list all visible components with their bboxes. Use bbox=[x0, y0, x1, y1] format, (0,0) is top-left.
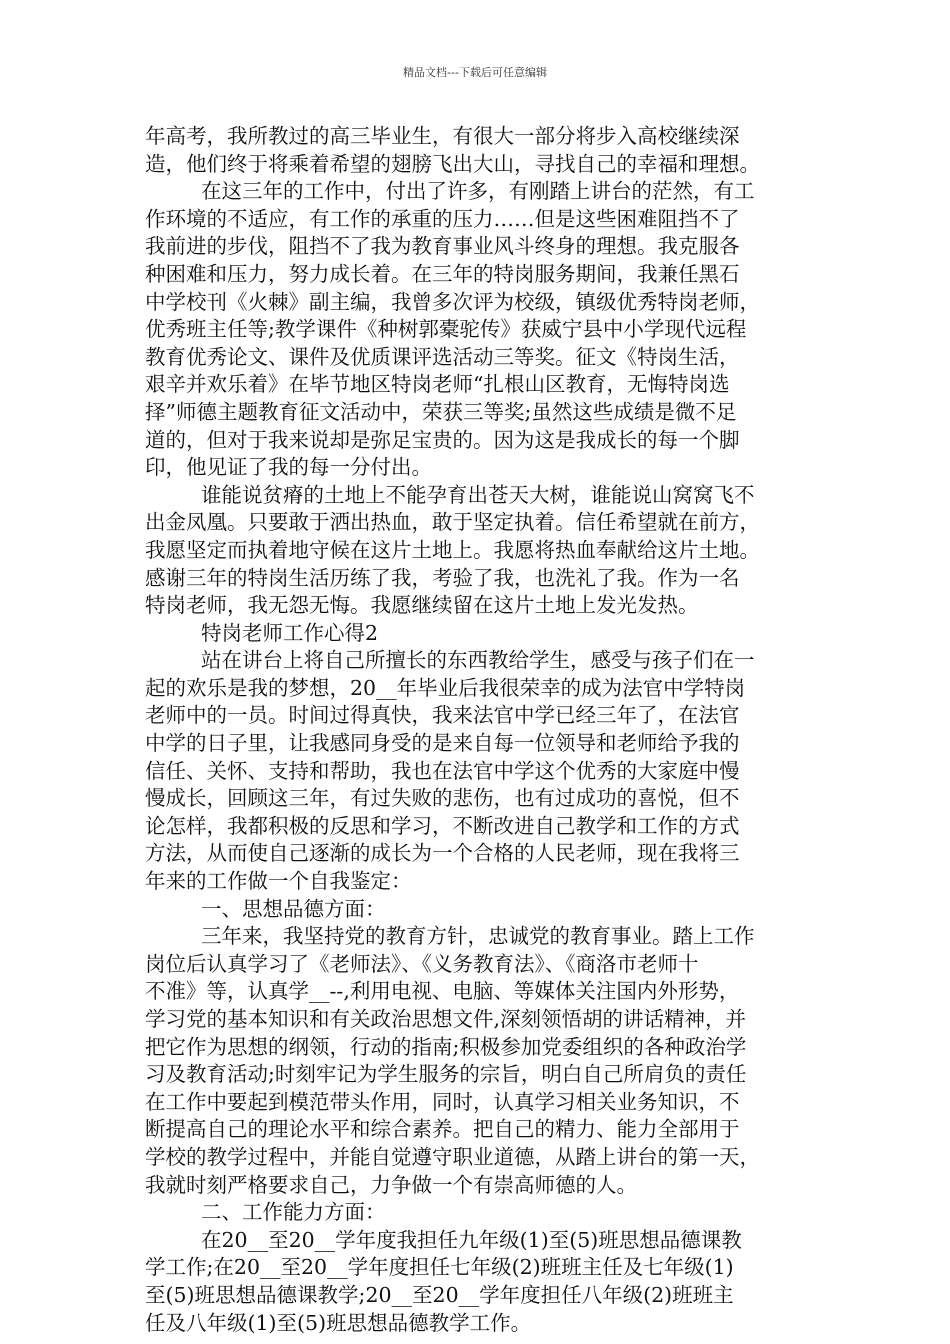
text-line: 择”师德主题教育征文活动中，荣获三等奖;虽然这些成绩是微不足 bbox=[145, 399, 737, 424]
text-line: 至(5)班思想品德课教学;20__至20__学年度担任八年级(2)班班主 bbox=[145, 1282, 734, 1307]
text-line: 起的欢乐是我的梦想，20__年毕业后我很荣幸的成为法官中学特岗 bbox=[145, 675, 746, 700]
text-line: 中学的日子里，让我感同身受的是来自每一位领导和老师给予我的 bbox=[145, 731, 740, 756]
text-line: 学工作;在20__至20__学年度担任七年级(2)班班主任及七年级(1) bbox=[145, 1255, 734, 1280]
text-line: 三年来，我坚持党的教育方针，忠诚党的教育事业。踏上工作 bbox=[201, 924, 755, 949]
text-line: 种困难和压力，努力成长着。在三年的特岗服务期间，我兼任黑石 bbox=[145, 261, 740, 286]
text-line: 印，他见证了我的每一分付出。 bbox=[145, 455, 432, 480]
text-line: 岗位后认真学习了《老师法》、《义务教育法》、《商洛市老师十 bbox=[145, 951, 699, 976]
text-line: 一、思想品德方面： bbox=[201, 896, 386, 921]
text-line: 任及八年级(1)至(5)班思想品德教学工作。 bbox=[145, 1310, 532, 1335]
text-line: 习及教育活动;时刻牢记为学生服务的宗旨，明白自己所肩负的责任 bbox=[145, 1062, 747, 1087]
text-line: 在20__至20__学年度我担任九年级(1)至(5)班思想品德课教 bbox=[201, 1227, 742, 1252]
text-line: 我前进的步伐，阻挡不了我为教育事业风斗终身的理想。我克服各 bbox=[145, 234, 740, 259]
text-line: 艰辛并欢乐着》在毕节地区特岗老师“扎根山区教育，无悔特岗选 bbox=[145, 372, 730, 397]
text-line: 作环境的不适应，有工作的承重的压力……但是这些困难阻挡不了 bbox=[145, 206, 740, 231]
text-line: 站在讲台上将自己所擅长的东西教给学生，感受与孩子们在一 bbox=[201, 648, 755, 673]
text-line: 信任、关怀、支持和帮助，我也在法官中学这个优秀的大家庭中慢 bbox=[145, 758, 740, 783]
text-line: 年来的工作做一个自我鉴定： bbox=[145, 869, 412, 894]
text-line: 学习党的基本知识和有关政治思想文件,深刻领悟胡的讲话精神，并 bbox=[145, 1007, 747, 1031]
document-body bbox=[145, 123, 835, 1337]
text-line: 年高考，我所教过的高三毕业生，有很大一部分将步入高校继续深 bbox=[145, 124, 740, 148]
text-line: 断提高自己的理论水平和综合素养。把自己的精力、能力全部用于 bbox=[145, 1117, 740, 1142]
text-line: 我愿坚定而执着地守候在这片土地上。我愿将热血奉献给这片土地。 bbox=[145, 537, 760, 562]
text-line: 道的，但对于我来说却是弥足宝贵的。因为这是我成长的每一个脚 bbox=[145, 427, 740, 452]
text-line: 方法，从而使自己逐渐的成长为一个合格的人民老师，现在我将三 bbox=[145, 841, 740, 866]
text-line: 论怎样，我都积极的反思和学习，不断改进自己教学和工作的方式 bbox=[145, 813, 740, 838]
text-line: 我就时刻严格要求自己，力争做一个有崇高师德的人。 bbox=[145, 1172, 637, 1197]
text-line: 出金凤凰。只要敢于洒出热血，敢于坚定执着。信任希望就在前方， bbox=[145, 510, 760, 535]
text-line: 造，他们终于将乘着希望的翅膀飞出大山，寻找自己的幸福和理想。 bbox=[145, 151, 760, 176]
text-line: 二、工作能力方面： bbox=[201, 1200, 386, 1225]
text-line: 在这三年的工作中，付出了许多，有刚踏上讲台的茫然，有工 bbox=[201, 179, 755, 204]
text-line: 学校的教学过程中，并能自觉遵守职业道德，从踏上讲台的第一天， bbox=[145, 1144, 760, 1169]
text-line: 中学校刊《火棘》副主编，我曾多次评为校级，镇级优秀特岗老师， bbox=[145, 289, 760, 314]
text-line: 在工作中要起到模范带头作用，同时，认真学习相关业务知识，不 bbox=[145, 1089, 740, 1114]
text-line: 感谢三年的特岗生活历练了我，考验了我，也洗礼了我。作为一名 bbox=[145, 565, 740, 590]
text-line: 教育优秀论文、课件及优质课评选活动三等奖。征文《特岗生活， bbox=[145, 344, 740, 369]
page-header: 精品文档---下载后可任意编辑 bbox=[403, 66, 547, 79]
text-line: 老师中的一员。时间过得真快，我来法官中学已经三年了，在法官 bbox=[145, 703, 740, 728]
text-line: 不准》等，认真学__--,利用电视、电脑、等媒体关注国内外形势， bbox=[145, 979, 740, 1004]
text-line: 优秀班主任等;教学课件《种树郭橐驼传》获威宁县中小学现代远程 bbox=[145, 317, 747, 342]
text-line: 把它作为思想的纲领，行动的指南;积极参加党委组织的各种政治学 bbox=[145, 1034, 747, 1059]
text-line: 谁能说贫瘠的土地上不能孕育出苍天大树，谁能说山窝窝飞不 bbox=[201, 482, 755, 507]
text-line: 特岗老师，我无怨无悔。我愿继续留在这片土地上发光发热。 bbox=[145, 593, 699, 618]
text-line: 特岗老师工作心得2 bbox=[201, 620, 379, 645]
text-line: 慢成长，回顾这三年，有过失败的悲伤，也有过成功的喜悦，但不 bbox=[145, 786, 740, 811]
